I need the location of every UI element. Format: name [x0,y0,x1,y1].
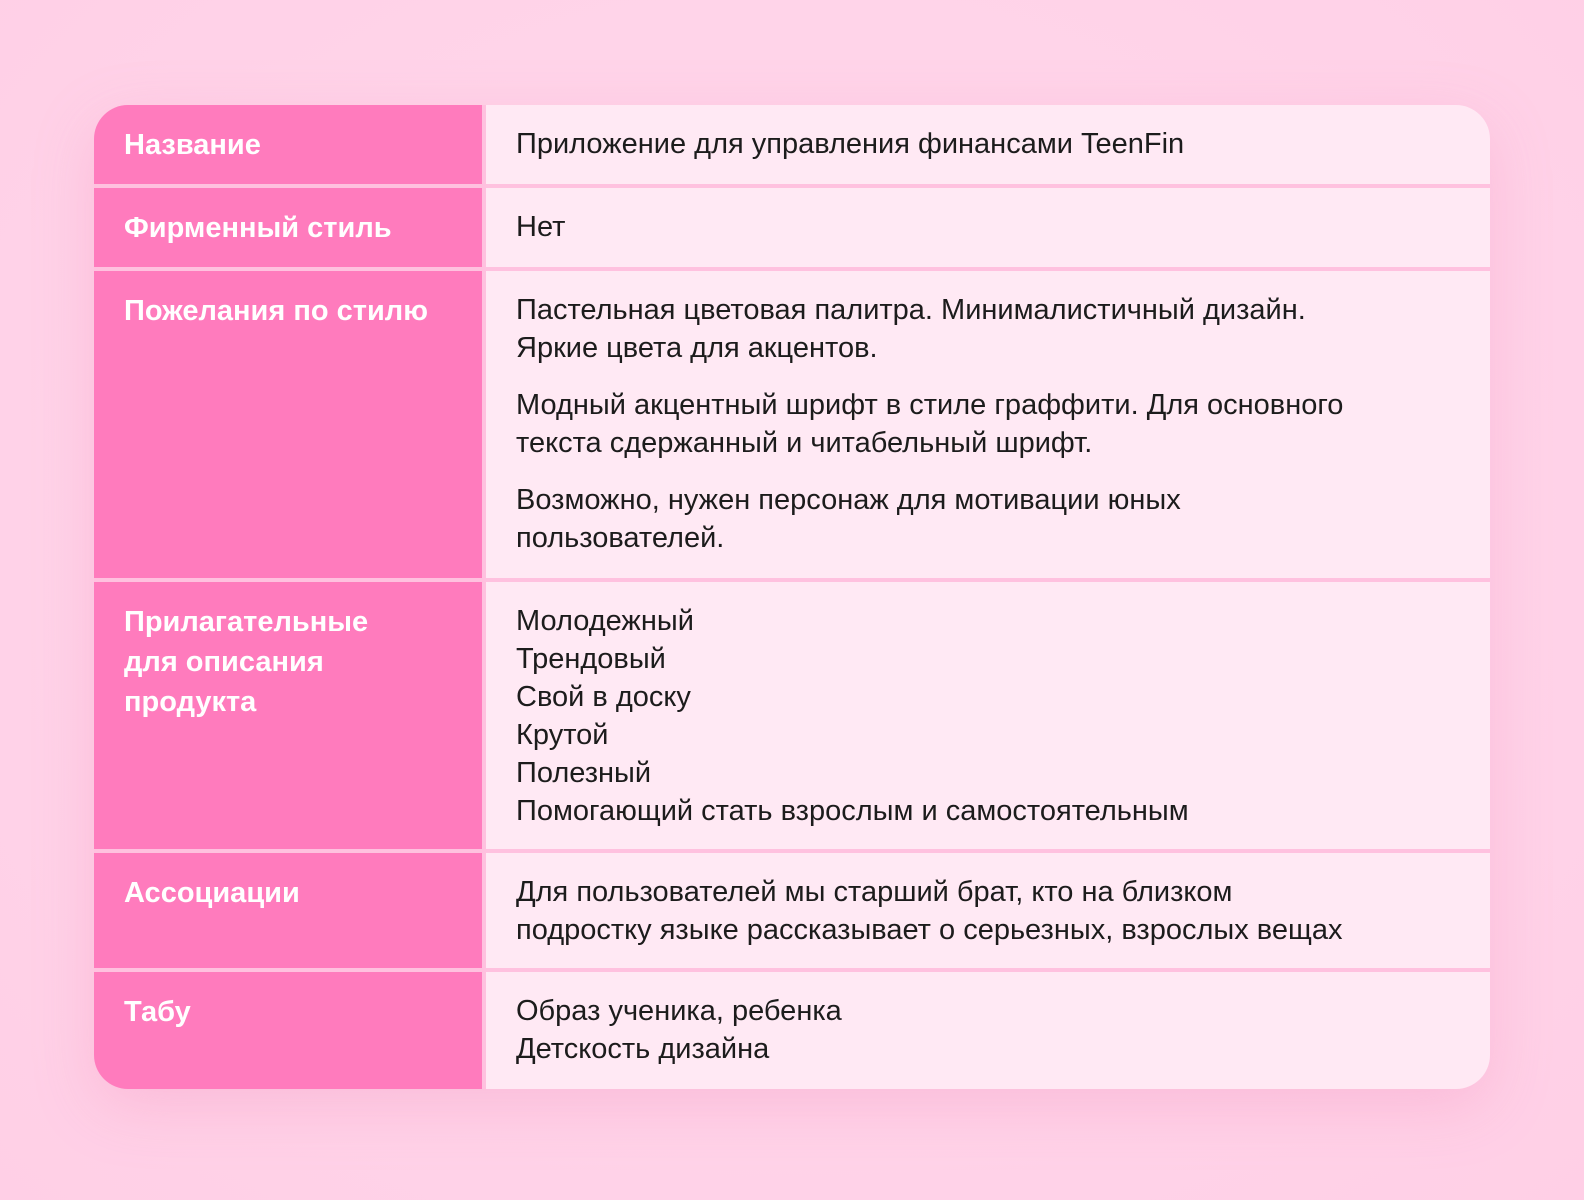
row-label-associations: Ассоциации [94,851,484,970]
value-line: Модный акцентный шрифт в стиле граффити. Для основного [516,388,1344,421]
value-line: Образ ученика, ребенка [516,994,842,1027]
adjective-item: Трендовый [516,642,666,675]
row-label-adjectives [94,580,484,851]
value-line: Пастельная цветовая палитра. Минималистичный дизайн. [516,293,1306,326]
value-line: Для пользователей мы старший брат, кто на близком [516,875,1233,908]
label-line: продукта [124,685,257,718]
table-row-brand-style [94,186,1490,269]
adjective-item: Помогающий стать взрослым и самостоятельным [516,794,1189,827]
row-label-name: Название [94,105,484,186]
row-label-brand-style: Фирменный стиль [94,186,484,269]
value-line: Нет [516,210,566,243]
wish-paragraph [516,386,1460,462]
row-value-name [484,105,1490,186]
table-row-taboo [94,970,1490,1089]
row-value-brand-style [484,186,1490,269]
value-line: Детскость дизайна [516,1032,770,1065]
brief-card [94,105,1490,1089]
label-line: Прилагательные [124,605,369,638]
adjective-item: Молодежный [516,604,694,637]
label-line: для описания [124,645,324,678]
table-row-style-wishes [94,269,1490,580]
table-row-adjectives [94,580,1490,851]
row-label-style-wishes: Пожелания по стилю [94,269,484,580]
value-line: подростку языке рассказывает о серьезных, взрослых вещах [516,913,1343,946]
adjective-item: Крутой [516,718,609,751]
wish-paragraph [516,291,1460,367]
value-line: Возможно, нужен персонаж для мотивации юных [516,483,1181,516]
value-line: текста сдержанный и читабельный шрифт. [516,426,1093,459]
row-label-taboo: Табу [94,970,484,1089]
value-line: Яркие цвета для акцентов. [516,331,878,364]
row-value-taboo [484,970,1490,1089]
table-row-associations [94,851,1490,970]
table-row-name [94,105,1490,186]
value-line: пользователей. [516,521,725,554]
wish-paragraph [516,481,1460,557]
adjective-item: Полезный [516,756,652,789]
brief-table [94,105,1490,1089]
row-value-adjectives [484,580,1490,851]
value-line: Приложение для управления финансами TeenFin [516,128,1185,160]
row-value-style-wishes [484,269,1490,580]
row-value-associations [484,851,1490,970]
adjective-item: Свой в доску [516,680,691,713]
